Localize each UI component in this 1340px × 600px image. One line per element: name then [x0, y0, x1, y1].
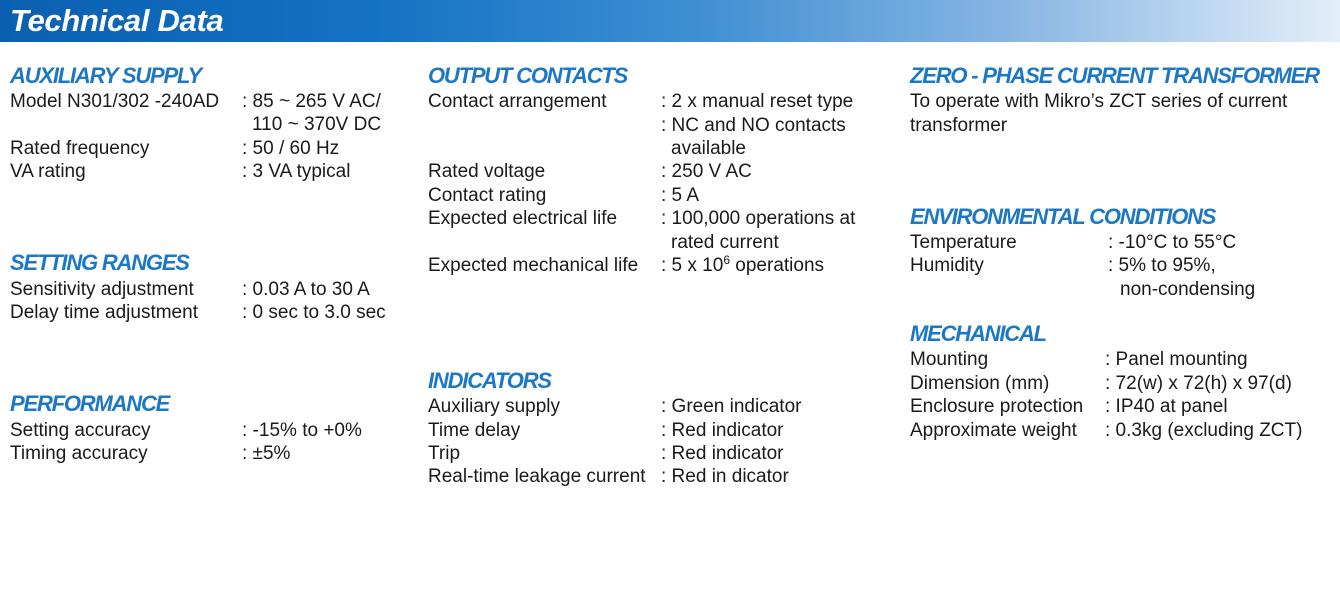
- spec-label: Enclosure protection: [910, 396, 1084, 417]
- spec-label: Timing accuracy: [10, 443, 148, 464]
- zct-description-line: transformer: [910, 115, 1008, 136]
- spec-value: : 50 / 60 Hz: [242, 138, 340, 159]
- spec-label: Contact rating: [428, 185, 547, 206]
- spec-label: Real-time leakage current: [428, 466, 646, 487]
- spec-label: Humidity: [910, 255, 984, 276]
- spec-label: Temperature: [910, 232, 1017, 253]
- spec-value: : -15% to +0%: [242, 420, 362, 441]
- spec-value: : Red indicator: [661, 443, 784, 464]
- spec-label: Setting accuracy: [10, 420, 151, 441]
- spec-value: : NC and NO contacts: [661, 115, 846, 136]
- spec-label: VA rating: [10, 161, 86, 182]
- spec-label: Rated frequency: [10, 138, 150, 159]
- value-suffix: operations: [730, 255, 825, 276]
- spec-label: Expected mechanical life: [428, 255, 639, 276]
- spec-label: Auxiliary supply: [428, 396, 560, 417]
- spec-value: : Red indicator: [661, 420, 784, 441]
- spec-value: : 0.3kg (excluding ZCT): [1105, 420, 1303, 441]
- section-title-indicators: INDICATORS: [428, 368, 551, 393]
- spec-value: rated current: [671, 232, 779, 253]
- spec-value: : 0.03 A to 30 A: [242, 279, 370, 300]
- spec-value: : 2 x manual reset type: [661, 91, 854, 112]
- spec-label: Contact arrangement: [428, 91, 607, 112]
- spec-value: : IP40 at panel: [1105, 396, 1228, 417]
- spec-value: : Green indicator: [661, 396, 802, 417]
- title-banner: [0, 0, 1340, 42]
- spec-label: Delay time adjustment: [10, 302, 198, 323]
- spec-value: : 100,000 operations at: [661, 208, 856, 229]
- spec-value: : 85 ~ 265 V AC/: [242, 91, 381, 112]
- spec-value: : -10°C to 55°C: [1108, 232, 1237, 253]
- spec-value: : Red in dicator: [661, 466, 789, 487]
- spec-label: Mounting: [910, 349, 989, 370]
- spec-value: [661, 254, 824, 278]
- spec-value: : 0 sec to 3.0 sec: [242, 302, 386, 323]
- section-title-mechanical: MECHANICAL: [910, 321, 1046, 346]
- spec-value: : 250 V AC: [661, 161, 752, 182]
- spec-value: : 5% to 95%,: [1108, 255, 1216, 276]
- spec-value: : ±5%: [242, 443, 291, 464]
- section-title-environmental: ENVIRONMENTAL CONDITIONS: [910, 204, 1216, 229]
- spec-label: Sensitivity adjustment: [10, 279, 194, 300]
- spec-label: Model N301/302 -240AD: [10, 91, 220, 112]
- spec-label: Trip: [428, 443, 461, 464]
- spec-label: Expected electrical life: [428, 208, 618, 229]
- section-title-zct: ZERO - PHASE CURRENT TRANSFORMER: [910, 63, 1319, 88]
- value-prefix: : 5 x 10: [661, 255, 724, 276]
- spec-label: Dimension (mm): [910, 373, 1050, 394]
- section-title-output-contacts: OUTPUT CONTACTS: [428, 63, 628, 88]
- exponent: 6: [723, 253, 731, 267]
- section-title-auxiliary-supply: AUXILIARY SUPPLY: [10, 63, 202, 88]
- page-title: Technical Data: [10, 3, 224, 38]
- spec-value: available: [671, 138, 746, 159]
- zct-description-line: To operate with Mikro’s ZCT series of current: [910, 91, 1288, 112]
- spec-value: : 3 VA typical: [242, 161, 351, 182]
- spec-value: : 5 A: [661, 185, 700, 206]
- section-title-setting-ranges: SETTING RANGES: [10, 250, 189, 275]
- spec-value: : 72(w) x 72(h) x 97(d): [1105, 373, 1292, 394]
- spec-value: 110 ~ 370V DC: [252, 114, 382, 135]
- spec-label: Time delay: [428, 420, 521, 441]
- spec-value: non-condensing: [1120, 279, 1256, 300]
- spec-value: : Panel mounting: [1105, 349, 1248, 370]
- section-title-performance: PERFORMANCE: [10, 391, 170, 416]
- spec-label: Rated voltage: [428, 161, 546, 182]
- spec-label: Approximate weight: [910, 420, 1077, 441]
